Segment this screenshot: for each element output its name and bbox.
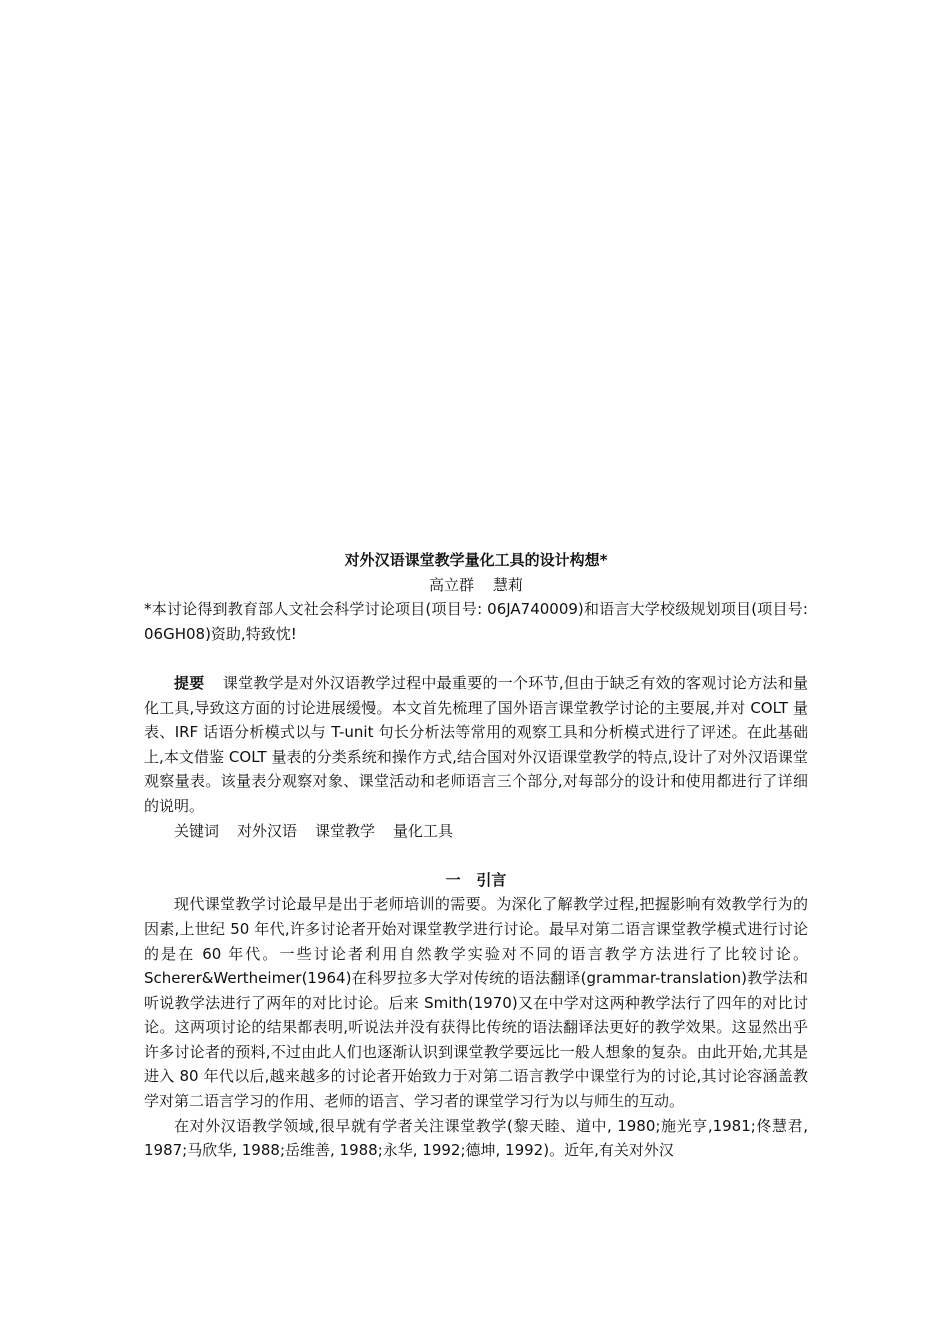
abstract-text: 课堂教学是对外汉语教学过程中最重要的一个环节,但由于缺乏有效的客观讨论方法和量化工具,导致这方面的讨论进展缓慢。本文首先梳理了国外语言课堂教学讨论的主要展,并对 COLT 量表、IRF 话语分析模式以与 T-unit 句长分析法等常用的观察工具和分析模式进行了评述。在此基础上,本文借鉴 COLT 量表的分类系统和操作方式,结合国对外汉语课堂教学的特点,设计了对外汉语课堂观察量表。该量表分观察对象、课堂活动和老师语言三个部分,对每部分的设计和使用都进行了详细的说明。 [144,673,808,815]
abstract [144,671,808,819]
funding-footnote: *本讨论得到教育部人文社会科学讨论项目(项目号: 06JA740009)和语言大学校级规划项目(项目号: 06GH08)资助,特致忱! [144,600,808,643]
keywords-label: 关键词 [174,821,220,840]
blank-line [144,646,808,671]
blank-line [144,843,808,868]
abstract-label: 提要 [174,673,205,692]
document-page [144,548,808,1163]
keyword-item: 对外汉语 [237,821,298,840]
keyword-item: 量化工具 [393,821,454,840]
body-paragraph: 在对外汉语教学领域,很早就有学者关注课堂教学(黎天睦、道中, 1980;施光亨,1981;佟慧君, 1987;马欣华, 1988;岳维善, 1988;永华, 1992;德坤, 1992)。近年,有关对外汉 [144,1116,808,1160]
body-paragraph: 现代课堂教学讨论最早是出于老师培训的需要。为深化了解教学过程,把握影响有效教学行为的因素,上世纪 50 年代,许多讨论者开始对课堂教学进行讨论。最早对第二语言课堂教学模式进行讨论的是在 60 年代。一些讨论者利用自然教学实验对不同的语言教学方法进行了比较讨论。 Scherer&Wertheimer(1964)在科罗拉多大学对传统的语法翻译(grammar-translation)教学法和听说教学法进行了两年的对比讨论。后来 Smith(1970)又在中学对这两种教学法行了四年的对比讨论。这两项讨论的结果都表明,听说法并没有获得比传统的语法翻译法更好的教学效果。这显然出乎许多讨论者的预料,不过由此人们也逐渐认识到课堂教学要远比一般人想象的复杂。由此开始,尤其是进入 80 年代以后,越来越多的讨论者开始致力于对第二语言教学中课堂行为的讨论,其讨论容涵盖教学对第二语言学习的作用、老师的语言、学习者的课堂学习行为以与师生的互动。 [144,895,808,1111]
section-heading-introduction: 一 引言 [445,870,507,889]
keywords [144,819,808,844]
keyword-item: 课堂教学 [315,821,376,840]
paper-authors: 高立群 慧莉 [428,575,524,594]
paper-title: 对外汉语课堂教学量化工具的设计构想* [344,551,608,569]
